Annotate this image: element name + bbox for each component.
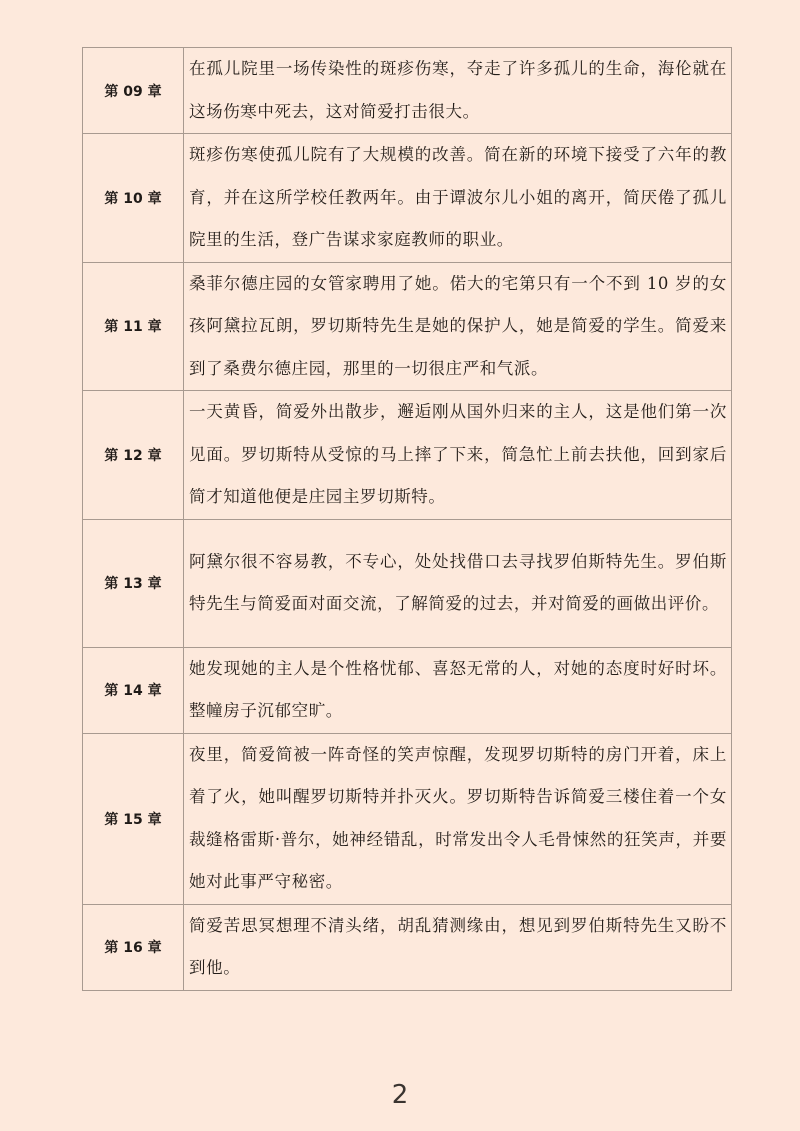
- chapter-summary: 阿黛尔很不容易教，不专心，处处找借口去寻找罗伯斯特先生。罗伯斯特先生与简爱面对面交流，了解简爱的过去，并对简爱的画做出评价。: [184, 519, 732, 647]
- chapter-label: 第 10 章: [83, 134, 184, 263]
- table-row: [83, 647, 732, 733]
- chapter-label: 第 15 章: [83, 733, 184, 904]
- table-row: [83, 48, 732, 134]
- chapter-summary: 她发现她的主人是个性格忧郁、喜怒无常的人，对她的态度时好时坏。整幢房子沉郁空旷。: [184, 647, 732, 733]
- chapter-label: 第 09 章: [83, 48, 184, 134]
- table-row: [83, 391, 732, 520]
- chapter-label: 第 12 章: [83, 391, 184, 520]
- chapter-summary: 在孤儿院里一场传染性的斑疹伤寒，夺走了许多孤儿的生命，海伦就在这场伤寒中死去，这对简爱打击很大。: [184, 48, 732, 134]
- chapter-summary: 夜里，简爱简被一阵奇怪的笑声惊醒，发现罗切斯特的房门开着，床上着了火，她叫醒罗切斯特并扑灭火。罗切斯特告诉简爱三楼住着一个女裁缝格雷斯·普尔，她神经错乱，时常发出令人毛骨悚然的狂笑声，并要她对此事严守秘密。: [184, 733, 732, 904]
- chapter-summary: 桑菲尔德庄园的女管家聘用了她。偌大的宅第只有一个不到 10 岁的女孩阿黛拉瓦朗，罗切斯特先生是她的保护人，她是简爱的学生。简爱来到了桑费尔德庄园，那里的一切很庄严和气派。: [184, 262, 732, 391]
- table-row: [83, 134, 732, 263]
- table-row: [83, 519, 732, 647]
- chapter-label: 第 14 章: [83, 647, 184, 733]
- table-row: [83, 904, 732, 990]
- page-number: 2: [391, 1080, 409, 1110]
- chapter-summary: 一天黄昏，简爱外出散步，邂逅刚从国外归来的主人，这是他们第一次见面。罗切斯特从受惊的马上摔了下来，简急忙上前去扶他，回到家后简才知道他便是庄园主罗切斯特。: [184, 391, 732, 520]
- chapter-label: 第 13 章: [83, 519, 184, 647]
- chapter-label: 第 11 章: [83, 262, 184, 391]
- chapter-summary: 斑疹伤寒使孤儿院有了大规模的改善。简在新的环境下接受了六年的教育，并在这所学校任教两年。由于谭波尔儿小姐的离开，简厌倦了孤儿院里的生活，登广告谋求家庭教师的职业。: [184, 134, 732, 263]
- table-row: [83, 262, 732, 391]
- chapter-summary: 简爱苦思冥想理不清头绪，胡乱猜测缘由，想见到罗伯斯特先生又盼不到他。: [184, 904, 732, 990]
- chapter-summary-table: [82, 47, 732, 991]
- table-row: [83, 733, 732, 904]
- chapter-label: 第 16 章: [83, 904, 184, 990]
